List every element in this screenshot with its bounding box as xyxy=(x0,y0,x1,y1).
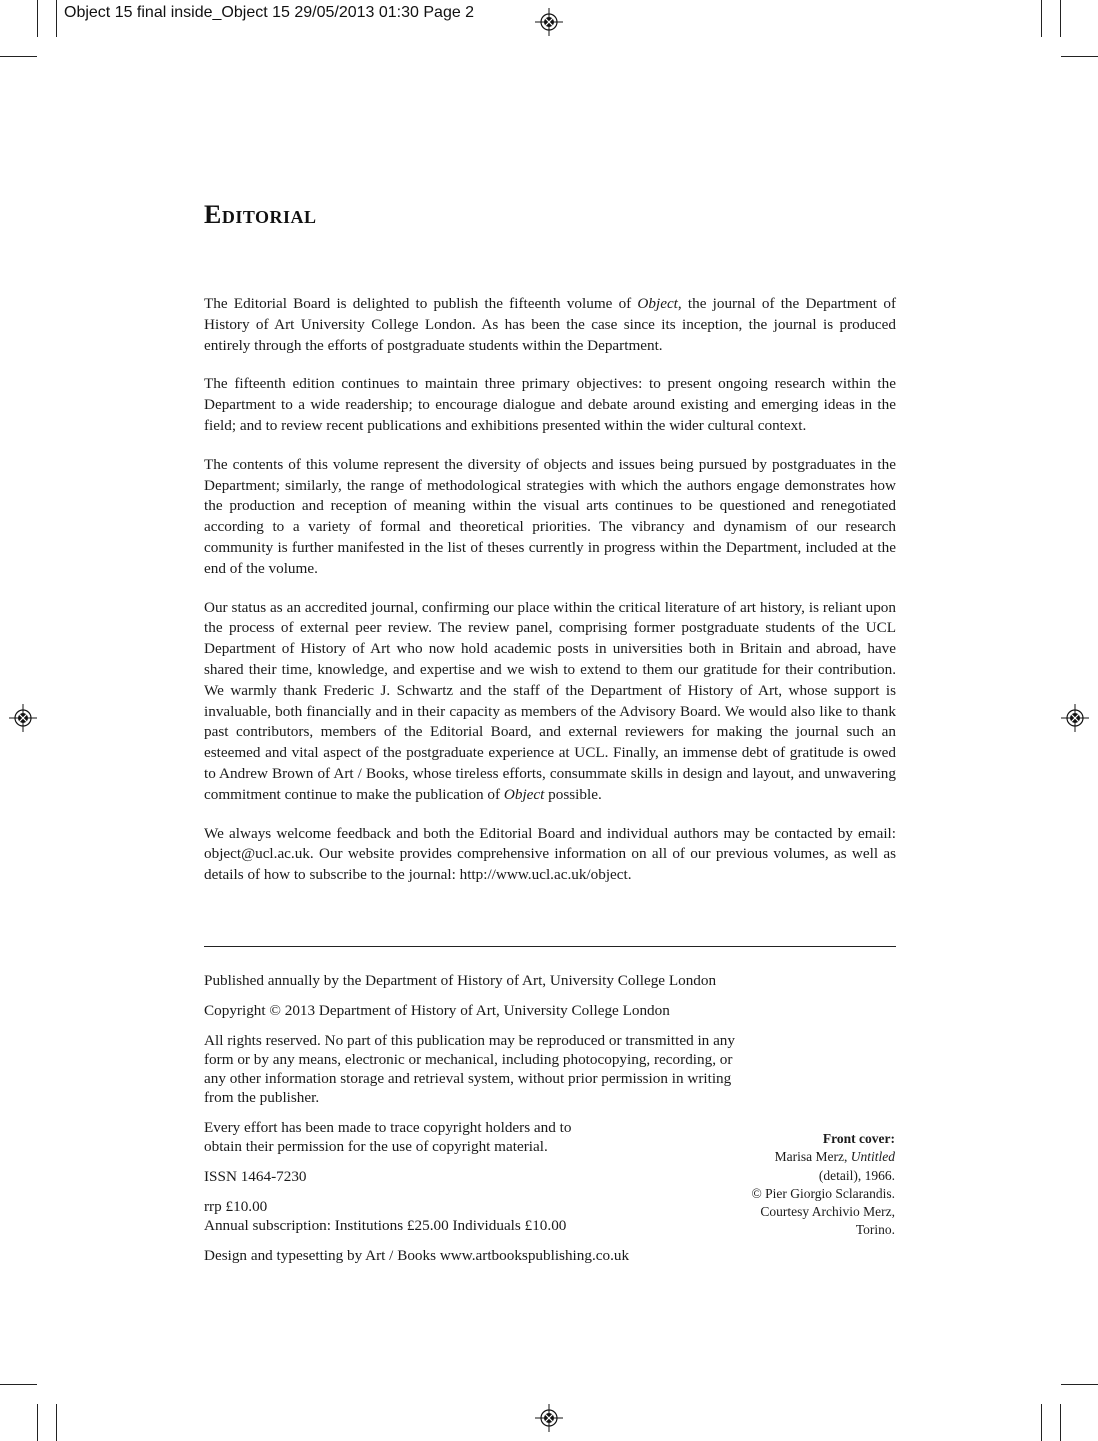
page-title: Editorial xyxy=(204,200,317,229)
paragraph-intro: The Editorial Board is delighted to publish the fifteenth volume of Object, the journal of the Department of History of Art University College London. As has been the case since its inception, the journal is produced entirely through the efforts of postgraduate students within the Department. xyxy=(204,295,896,354)
crop-mark-bottom-left-h xyxy=(0,1384,37,1385)
registration-mark-right-icon xyxy=(1061,704,1089,732)
crop-mark-top-left-v1 xyxy=(37,0,38,37)
crop-mark-bottom-left-v1 xyxy=(37,1404,38,1441)
front-cover-courtesy: Courtesy Archivio Merz, xyxy=(760,1204,895,1220)
crop-mark-top-right-h xyxy=(1061,56,1098,57)
journal-name: Object xyxy=(503,785,545,803)
crop-mark-top-right-v1 xyxy=(1041,0,1042,37)
registration-mark-bottom-icon xyxy=(535,1404,563,1432)
copyright-line: Copyright © 2013 Department of History of Art, University College London xyxy=(204,1002,670,1019)
paragraph-acknowledgements: Our status as an accredited journal, confirming our place within the critical literature of art history, is reliant upon the process of external peer review. The review panel, comprising former postgraduate students of the UCL Department of History of Art who now hold academic posts in universities both in Britain and abroad, have shared their time, knowledge, and expertise and we wish to extend to them our gratitude for their contribution. We warmly thank Frederic J. Schwartz and the staff of the Department of History of Art, whose support is invaluable, both financially and in their capacity as members of the Advisory Board. We would also like to thank past contributors, members of the Editorial Board, and external reviewers for making the journal such an esteemed and vital aspect of the postgraduate experience at UCL. Finally, an immense debt of gratitude is owed to Andrew Brown of Art / Books, whose tireless efforts, consummate skills in design and layout, and unwavering commitment continue to make the publication of Object possible. xyxy=(204,598,896,803)
copyright-effort: Every effort has been made to trace copyright holders and to obtain their permission for the use of copyright material. xyxy=(204,1119,572,1155)
published-line: Published annually by the Department of History of Art, University College London xyxy=(204,972,717,989)
crop-mark-top-left-v2 xyxy=(56,0,57,37)
registration-mark-left-icon xyxy=(9,704,37,732)
paragraph-contents: The contents of this volume represent the diversity of objects and issues being pursued by postgraduates in the Department; similarly, the range of methodological strategies with which the authors engage demonstrates how the production and reception of meaning within the visual arts continues to be questioned and renegotiated according to a variety of formal and theoretical priorities. The vibrancy and dynamism of our research community is further manifested in the list of theses currently in progress within the Department, included at the end of the volume. xyxy=(204,455,896,577)
pricing: rrp £10.00 Annual subscription: Institutions £25.00 Individuals £10.00 xyxy=(204,1198,567,1234)
front-cover-caption xyxy=(695,1130,895,1240)
rights-statement: All rights reserved. No part of this publication may be reproduced or transmitted in any form or by any means, electronic or mechanical, including photocopying, recording, or any other information storage and retrieval system, without prior permission in writing from the publisher. xyxy=(204,1032,735,1106)
front-cover-artwork: Marisa Merz, Untitled xyxy=(774,1149,895,1165)
crop-mark-top-right-v2 xyxy=(1060,0,1061,37)
paragraph-contact: We always welcome feedback and both the Editorial Board and individual authors may be contacted by email: object@ucl.ac.uk. Our website provides comprehensive information on all of our previous volumes, as well as details of how to subscribe to the journal: http://www.ucl.ac.uk/object. xyxy=(204,824,896,884)
divider xyxy=(204,946,896,947)
paragraph-objectives: The fifteenth edition continues to maintain three primary objectives: to present ongoing research within the Department to a wide readership; to encourage dialogue and debate around existing and emerging ideas in the field; and to review recent publications and exhibitions presented within the wider cultural context. xyxy=(204,375,896,434)
crop-mark-bottom-right-h xyxy=(1061,1384,1098,1385)
crop-mark-top-left-h xyxy=(0,56,37,57)
crop-mark-bottom-right-v2 xyxy=(1060,1404,1061,1441)
imprint xyxy=(204,971,744,1276)
crop-mark-bottom-right-v1 xyxy=(1041,1404,1042,1441)
crop-mark-bottom-left-v2 xyxy=(56,1404,57,1441)
design-credit: Design and typesetting by Art / Books www.artbookspublishing.co.uk xyxy=(204,1247,630,1264)
front-cover-city: Torino. xyxy=(855,1222,895,1238)
issn: ISSN 1464-7230 xyxy=(204,1168,307,1185)
front-cover-photo-credit: © Pier Giorgio Sclarandis. xyxy=(751,1185,895,1201)
front-cover-heading: Front cover: xyxy=(822,1131,895,1146)
printer-slug: Object 15 final inside_Object 15 29/05/2013 01:30 Page 2 xyxy=(64,4,475,21)
journal-name: Object xyxy=(637,295,678,312)
registration-mark-top-icon xyxy=(535,8,563,36)
editorial-body xyxy=(204,294,896,904)
front-cover-detail: (detail), 1966. xyxy=(818,1167,895,1183)
